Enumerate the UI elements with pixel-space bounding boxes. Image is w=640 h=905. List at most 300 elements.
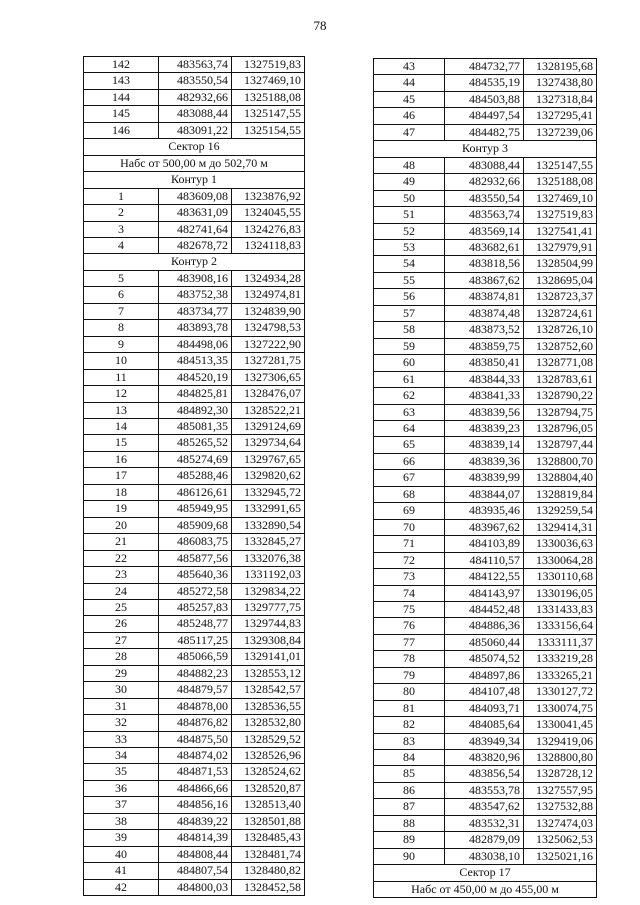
point-number: 25 [84, 599, 159, 615]
x-coordinate: 483844,07 [445, 486, 524, 502]
y-coordinate: 1330064,28 [524, 552, 597, 568]
section-heading: Набс от 500,00 м до 502,70 м [84, 155, 305, 171]
x-coordinate: 484482,75 [445, 124, 524, 140]
table-row [84, 698, 305, 714]
x-coordinate: 484122,55 [445, 569, 524, 585]
table-row [84, 797, 305, 813]
table-row [374, 453, 597, 469]
y-coordinate: 1324974,81 [232, 287, 305, 303]
point-number: 5 [84, 270, 159, 286]
x-coordinate: 484856,16 [159, 797, 232, 813]
y-coordinate: 1328797,44 [524, 437, 597, 453]
table-row [374, 700, 597, 716]
point-number: 41 [84, 863, 159, 879]
table-row [374, 750, 597, 766]
point-number: 80 [374, 684, 445, 700]
y-coordinate: 1327519,83 [232, 57, 305, 73]
point-number: 60 [374, 355, 445, 371]
table-row [84, 386, 305, 402]
table-row [374, 437, 597, 453]
y-coordinate: 1327222,90 [232, 336, 305, 352]
table-row [84, 353, 305, 369]
point-number: 45 [374, 91, 445, 107]
page-number: 78 [313, 18, 327, 33]
x-coordinate: 484886,36 [445, 618, 524, 634]
section-heading: Контур 3 [374, 141, 597, 157]
y-coordinate: 1327438,80 [524, 75, 597, 91]
point-number: 15 [84, 435, 159, 451]
y-coordinate: 1328819,84 [524, 486, 597, 502]
section-heading-row [84, 155, 305, 171]
y-coordinate: 1324118,83 [232, 237, 305, 253]
table-row [84, 665, 305, 681]
y-coordinate: 1329834,22 [232, 583, 305, 599]
y-coordinate: 1330196,05 [524, 585, 597, 601]
x-coordinate: 483874,48 [445, 305, 524, 321]
point-number: 10 [84, 353, 159, 369]
point-number: 40 [84, 846, 159, 862]
table-row [84, 748, 305, 764]
y-coordinate: 1328501,88 [232, 813, 305, 829]
section-heading: Сектор 16 [84, 139, 305, 155]
point-number: 50 [374, 190, 445, 206]
table-row [84, 534, 305, 550]
y-coordinate: 1328794,75 [524, 404, 597, 420]
x-coordinate: 483967,62 [445, 519, 524, 535]
table-row [374, 190, 597, 206]
y-coordinate: 1327557,95 [524, 782, 597, 798]
table-row [374, 503, 597, 519]
table-row [374, 552, 597, 568]
x-coordinate: 483091,22 [159, 122, 232, 138]
y-coordinate: 1330074,75 [524, 700, 597, 716]
x-coordinate: 484503,88 [445, 91, 524, 107]
x-coordinate: 483874,81 [445, 289, 524, 305]
point-number: 58 [374, 322, 445, 338]
x-coordinate: 483532,31 [445, 815, 524, 831]
y-coordinate: 1327239,06 [524, 124, 597, 140]
y-coordinate: 1325188,08 [232, 89, 305, 105]
table-row [84, 599, 305, 615]
point-number: 83 [374, 733, 445, 749]
point-number: 54 [374, 256, 445, 272]
y-coordinate: 1330041,45 [524, 717, 597, 733]
x-coordinate: 484892,30 [159, 402, 232, 418]
y-coordinate: 1325062,53 [524, 832, 597, 848]
point-number: 73 [374, 569, 445, 585]
point-number: 49 [374, 174, 445, 190]
table-row [374, 174, 597, 190]
y-coordinate: 1329767,65 [232, 451, 305, 467]
y-coordinate: 1327281,75 [232, 353, 305, 369]
table-row [84, 764, 305, 780]
table-row [84, 731, 305, 747]
x-coordinate: 485248,77 [159, 616, 232, 632]
table-row [84, 89, 305, 105]
point-number: 34 [84, 748, 159, 764]
point-number: 37 [84, 797, 159, 813]
x-coordinate: 484800,03 [159, 879, 232, 895]
point-number: 16 [84, 451, 159, 467]
point-number: 70 [374, 519, 445, 535]
y-coordinate: 1328542,57 [232, 682, 305, 698]
table-row [374, 667, 597, 683]
x-coordinate: 483752,38 [159, 287, 232, 303]
point-number: 79 [374, 667, 445, 683]
table-row [374, 470, 597, 486]
y-coordinate: 1327469,10 [232, 73, 305, 89]
point-number: 88 [374, 815, 445, 831]
x-coordinate: 485909,68 [159, 517, 232, 533]
y-coordinate: 1329308,84 [232, 632, 305, 648]
section-heading: Набс от 450,00 м до 455,00 м [374, 881, 597, 897]
y-coordinate: 1328452,58 [232, 879, 305, 895]
point-number: 81 [374, 700, 445, 716]
point-number: 86 [374, 782, 445, 798]
table-row [374, 371, 597, 387]
x-coordinate: 483820,96 [445, 750, 524, 766]
y-coordinate: 1325021,16 [524, 848, 597, 864]
x-coordinate: 484808,44 [159, 846, 232, 862]
y-coordinate: 1329734,64 [232, 435, 305, 451]
point-number: 20 [84, 517, 159, 533]
y-coordinate: 1328771,08 [524, 355, 597, 371]
y-coordinate: 1328504,99 [524, 256, 597, 272]
point-number: 39 [84, 830, 159, 846]
section-heading-row [374, 141, 597, 157]
x-coordinate: 484085,64 [445, 717, 524, 733]
x-coordinate: 484103,89 [445, 536, 524, 552]
y-coordinate: 1329124,69 [232, 418, 305, 434]
table-row [374, 717, 597, 733]
y-coordinate: 1328526,96 [232, 748, 305, 764]
x-coordinate: 482932,66 [445, 174, 524, 190]
x-coordinate: 483818,56 [445, 256, 524, 272]
table-row [374, 815, 597, 831]
table-row [374, 91, 597, 107]
point-number: 33 [84, 731, 159, 747]
table-row [84, 830, 305, 846]
point-number: 90 [374, 848, 445, 864]
point-number: 57 [374, 305, 445, 321]
y-coordinate: 1332076,38 [232, 550, 305, 566]
y-coordinate: 1328522,21 [232, 402, 305, 418]
x-coordinate: 483550,54 [159, 73, 232, 89]
table-row [84, 780, 305, 796]
x-coordinate: 484498,06 [159, 336, 232, 352]
x-coordinate: 483734,77 [159, 303, 232, 319]
y-coordinate: 1332890,54 [232, 517, 305, 533]
x-coordinate: 484875,50 [159, 731, 232, 747]
table-row [84, 550, 305, 566]
y-coordinate: 1324276,83 [232, 221, 305, 237]
point-number: 9 [84, 336, 159, 352]
y-coordinate: 1328728,12 [524, 766, 597, 782]
x-coordinate: 483088,44 [445, 157, 524, 173]
point-number: 46 [374, 108, 445, 124]
table-row [84, 188, 305, 204]
y-coordinate: 1328796,05 [524, 420, 597, 436]
y-coordinate: 1333265,21 [524, 667, 597, 683]
section-heading: Контур 2 [84, 254, 305, 270]
section-heading-row [374, 865, 597, 881]
x-coordinate: 483949,34 [445, 733, 524, 749]
y-coordinate: 1328520,87 [232, 780, 305, 796]
point-number: 69 [374, 503, 445, 519]
table-row [374, 338, 597, 354]
table-row [374, 651, 597, 667]
point-number: 51 [374, 207, 445, 223]
x-coordinate: 484882,23 [159, 665, 232, 681]
table-row [84, 879, 305, 895]
y-coordinate: 1327979,91 [524, 239, 597, 255]
table-row [374, 157, 597, 173]
section-heading: Сектор 17 [374, 865, 597, 881]
coordinates-table-left [83, 56, 305, 896]
y-coordinate: 1324934,28 [232, 270, 305, 286]
point-number: 76 [374, 618, 445, 634]
table-row [84, 402, 305, 418]
y-coordinate: 1329777,75 [232, 599, 305, 615]
section-heading-row [84, 139, 305, 155]
table-row [374, 75, 597, 91]
point-number: 61 [374, 371, 445, 387]
y-coordinate: 1327318,84 [524, 91, 597, 107]
table-row [374, 289, 597, 305]
table-row [374, 59, 597, 75]
table-row [84, 632, 305, 648]
table-row [374, 799, 597, 815]
table-row [374, 766, 597, 782]
section-heading-row [84, 172, 305, 188]
x-coordinate: 483841,33 [445, 388, 524, 404]
point-number: 48 [374, 157, 445, 173]
x-coordinate: 483844,33 [445, 371, 524, 387]
x-coordinate: 484107,48 [445, 684, 524, 700]
y-coordinate: 1324839,90 [232, 303, 305, 319]
y-coordinate: 1328790,22 [524, 388, 597, 404]
x-coordinate: 485066,59 [159, 649, 232, 665]
x-coordinate: 486083,75 [159, 534, 232, 550]
point-number: 1 [84, 188, 159, 204]
y-coordinate: 1330036,63 [524, 536, 597, 552]
x-coordinate: 483563,74 [445, 207, 524, 223]
section-heading-row [84, 254, 305, 270]
x-coordinate: 485074,52 [445, 651, 524, 667]
x-coordinate: 484732,77 [445, 59, 524, 75]
point-number: 11 [84, 369, 159, 385]
x-coordinate: 485288,46 [159, 468, 232, 484]
point-number: 14 [84, 418, 159, 434]
x-coordinate: 485265,52 [159, 435, 232, 451]
table-row [84, 320, 305, 336]
point-number: 52 [374, 223, 445, 239]
table-row [84, 435, 305, 451]
y-coordinate: 1327519,83 [524, 207, 597, 223]
point-number: 68 [374, 486, 445, 502]
table-row [374, 108, 597, 124]
point-number: 63 [374, 404, 445, 420]
table-row [374, 536, 597, 552]
point-number: 22 [84, 550, 159, 566]
x-coordinate: 485877,56 [159, 550, 232, 566]
point-number: 8 [84, 320, 159, 336]
y-coordinate: 1330127,72 [524, 684, 597, 700]
table-row [374, 601, 597, 617]
y-coordinate: 1327474,03 [524, 815, 597, 831]
y-coordinate: 1325147,55 [232, 106, 305, 122]
table-row [84, 649, 305, 665]
y-coordinate: 1328783,61 [524, 371, 597, 387]
point-number: 38 [84, 813, 159, 829]
x-coordinate: 484110,57 [445, 552, 524, 568]
x-coordinate: 483839,56 [445, 404, 524, 420]
y-coordinate: 1327469,10 [524, 190, 597, 206]
point-number: 28 [84, 649, 159, 665]
x-coordinate: 483553,78 [445, 782, 524, 798]
x-coordinate: 484825,81 [159, 386, 232, 402]
x-coordinate: 484497,54 [445, 108, 524, 124]
point-number: 89 [374, 832, 445, 848]
point-number: 145 [84, 106, 159, 122]
table-row [374, 404, 597, 420]
x-coordinate: 484814,39 [159, 830, 232, 846]
y-coordinate: 1328804,40 [524, 470, 597, 486]
point-number: 67 [374, 470, 445, 486]
table-row [374, 684, 597, 700]
point-number: 74 [374, 585, 445, 601]
x-coordinate: 483839,99 [445, 470, 524, 486]
table-row [84, 287, 305, 303]
y-coordinate: 1329414,31 [524, 519, 597, 535]
y-coordinate: 1328195,68 [524, 59, 597, 75]
point-number: 47 [374, 124, 445, 140]
y-coordinate: 1328726,10 [524, 322, 597, 338]
table-row [84, 846, 305, 862]
x-coordinate: 485117,25 [159, 632, 232, 648]
x-coordinate: 483856,54 [445, 766, 524, 782]
table-row [374, 272, 597, 288]
y-coordinate: 1328800,80 [524, 750, 597, 766]
x-coordinate: 483550,54 [445, 190, 524, 206]
table-row [84, 567, 305, 583]
y-coordinate: 1328800,70 [524, 453, 597, 469]
y-coordinate: 1328532,80 [232, 715, 305, 731]
x-coordinate: 484807,54 [159, 863, 232, 879]
x-coordinate: 484452,48 [445, 601, 524, 617]
x-coordinate: 483563,74 [159, 57, 232, 73]
x-coordinate: 482678,72 [159, 237, 232, 253]
table-body-right [374, 59, 597, 898]
y-coordinate: 1332991,65 [232, 501, 305, 517]
point-number: 36 [84, 780, 159, 796]
point-number: 77 [374, 634, 445, 650]
point-number: 87 [374, 799, 445, 815]
y-coordinate: 1328536,55 [232, 698, 305, 714]
y-coordinate: 1331433,83 [524, 601, 597, 617]
point-number: 143 [84, 73, 159, 89]
table-body-left [84, 57, 305, 896]
table-row [374, 239, 597, 255]
x-coordinate: 483908,16 [159, 270, 232, 286]
y-coordinate: 1329419,06 [524, 733, 597, 749]
point-number: 62 [374, 388, 445, 404]
point-number: 78 [374, 651, 445, 667]
x-coordinate: 484513,35 [159, 353, 232, 369]
table-row [84, 106, 305, 122]
table-row [374, 733, 597, 749]
x-coordinate: 483850,41 [445, 355, 524, 371]
point-number: 53 [374, 239, 445, 255]
table-row [374, 569, 597, 585]
y-coordinate: 1328513,40 [232, 797, 305, 813]
x-coordinate: 485272,58 [159, 583, 232, 599]
y-coordinate: 1325154,55 [232, 122, 305, 138]
x-coordinate: 484839,22 [159, 813, 232, 829]
x-coordinate: 484866,66 [159, 780, 232, 796]
x-coordinate: 483038,10 [445, 848, 524, 864]
x-coordinate: 484879,57 [159, 682, 232, 698]
table-row [84, 468, 305, 484]
table-row [84, 484, 305, 500]
table-row [374, 355, 597, 371]
y-coordinate: 1328529,52 [232, 731, 305, 747]
point-number: 142 [84, 57, 159, 73]
point-number: 43 [374, 59, 445, 75]
table-row [84, 57, 305, 73]
x-coordinate: 483088,44 [159, 106, 232, 122]
point-number: 13 [84, 402, 159, 418]
x-coordinate: 485640,36 [159, 567, 232, 583]
point-number: 144 [84, 89, 159, 105]
x-coordinate: 483839,14 [445, 437, 524, 453]
point-number: 29 [84, 665, 159, 681]
x-coordinate: 483839,23 [445, 420, 524, 436]
y-coordinate: 1328480,82 [232, 863, 305, 879]
x-coordinate: 484535,19 [445, 75, 524, 91]
table-row [374, 223, 597, 239]
point-number: 31 [84, 698, 159, 714]
x-coordinate: 485060,44 [445, 634, 524, 650]
x-coordinate: 484093,71 [445, 700, 524, 716]
table-row [84, 501, 305, 517]
point-number: 21 [84, 534, 159, 550]
table-row [84, 73, 305, 89]
y-coordinate: 1324798,53 [232, 320, 305, 336]
point-number: 4 [84, 237, 159, 253]
point-number: 55 [374, 272, 445, 288]
y-coordinate: 1328724,61 [524, 305, 597, 321]
y-coordinate: 1327306,65 [232, 369, 305, 385]
point-number: 71 [374, 536, 445, 552]
x-coordinate: 484897,86 [445, 667, 524, 683]
table-row [374, 585, 597, 601]
point-number: 30 [84, 682, 159, 698]
x-coordinate: 483893,78 [159, 320, 232, 336]
x-coordinate: 483867,62 [445, 272, 524, 288]
table-row [84, 616, 305, 632]
table-row [374, 519, 597, 535]
x-coordinate: 482741,64 [159, 221, 232, 237]
table-row [84, 369, 305, 385]
point-number: 23 [84, 567, 159, 583]
y-coordinate: 1324045,55 [232, 205, 305, 221]
x-coordinate: 484871,53 [159, 764, 232, 780]
x-coordinate: 484143,97 [445, 585, 524, 601]
point-number: 59 [374, 338, 445, 354]
table-row [84, 336, 305, 352]
x-coordinate: 484878,00 [159, 698, 232, 714]
